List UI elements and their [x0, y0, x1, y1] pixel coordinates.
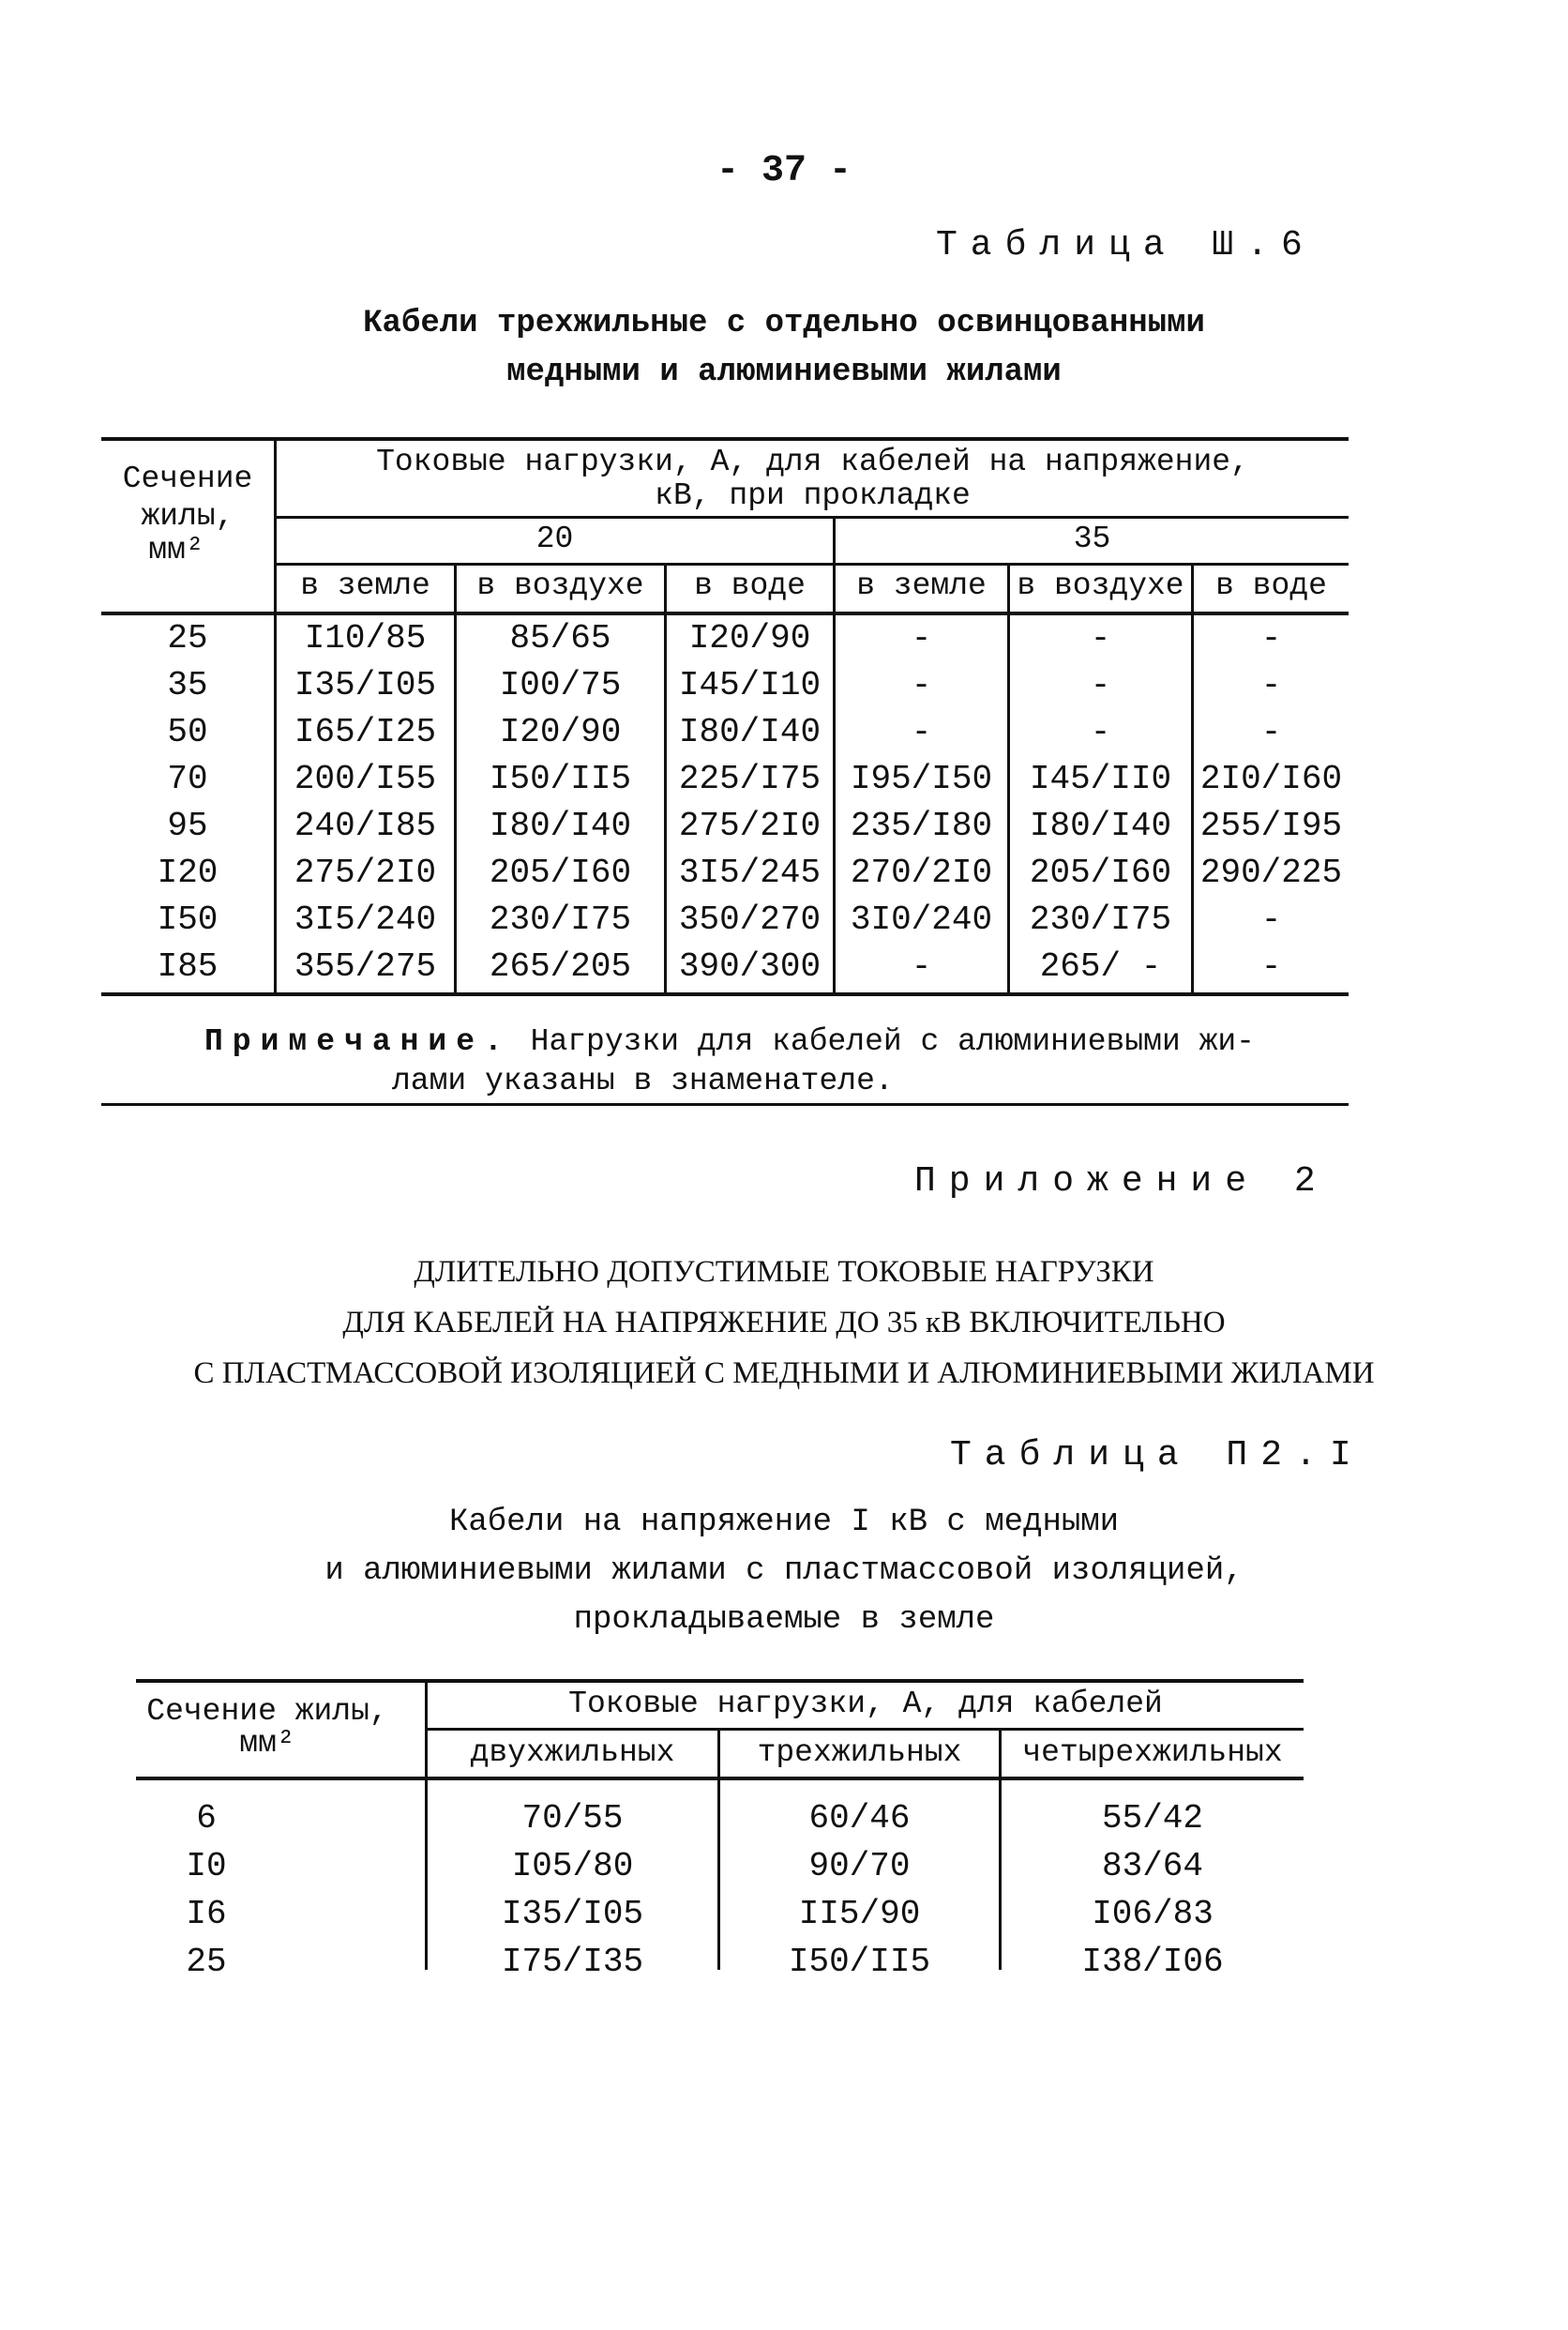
table1-value-cell: 205/I60	[489, 854, 632, 892]
table1-value-cell: 265/205	[489, 947, 632, 986]
table1-value-cell: 3I0/240	[850, 900, 993, 939]
table1-note	[204, 1022, 1358, 1101]
table2-caption-line2: и алюминиевыми жилами с пластмассовой изоляцией,	[324, 1553, 1244, 1589]
table2-value-cell: I50/II5	[788, 1943, 931, 1981]
appendix-title-line2: ДЛЯ КАБЕЛЕЙ НА НАПРЯЖЕНИЕ ДО 35 кВ ВКЛЮЧИТЕЛЬНО	[342, 1306, 1226, 1339]
table2-caption-line1: Кабели на напряжение I кВ с медными	[448, 1505, 1120, 1540]
table2-section-cell: 6	[196, 1799, 217, 1838]
table1-value-cell: I80/I40	[1029, 807, 1172, 845]
table2-value-cell: 83/64	[1101, 1847, 1204, 1885]
table1-value-cell: 2I0/I60	[1199, 760, 1343, 798]
table1-voltage-rule	[274, 516, 1349, 519]
table1	[0, 0, 1568, 1126]
table1-section-cell: I20	[157, 854, 219, 892]
table2-value-cell: 60/46	[808, 1799, 911, 1838]
table1-label: Таблица Ш.6	[936, 225, 1316, 265]
table1-value-cell: I00/75	[499, 666, 622, 704]
note-text-line2: лами указаны в знаменателе.	[392, 1064, 894, 1098]
table2-section-cell: I6	[186, 1895, 227, 1933]
table1-bottom-rule	[101, 992, 1349, 996]
table2-value-cell: I35/I05	[501, 1895, 644, 1933]
appendix-title-line1: ДЛИТЕЛЬНО ДОПУСТИМЫЕ ТОКОВЫЕ НАГРУЗКИ	[414, 1255, 1154, 1289]
table1-sub-header: в воде	[1215, 568, 1327, 603]
table1-value-cell: -	[1260, 947, 1282, 986]
table2-value-cell: I38/I06	[1081, 1943, 1224, 1981]
note-text-line1: Нагрузки для кабелей с алюминиевыми жи-	[511, 1024, 1255, 1059]
table2-subhead-rule	[427, 1728, 1304, 1731]
table2-vrule	[717, 1728, 720, 1970]
table2-header-bottom-rule	[136, 1777, 1304, 1780]
table2-col0-header-line2: мм²	[239, 1726, 295, 1761]
table2-sub-header: двухжильных	[470, 1735, 675, 1770]
table2-label: Таблица П2.I	[950, 1435, 1364, 1475]
table1-subhead-rule	[274, 563, 1349, 566]
table1-value-cell: -	[1090, 666, 1111, 704]
table1-col0-header-line2: жилы,	[141, 499, 234, 534]
table1-col0-header-line1: Сечение	[122, 461, 253, 496]
table2-top-rule	[136, 1679, 1304, 1683]
table1-value-cell: 350/270	[678, 900, 822, 939]
appendix-label: Приложение 2	[914, 1161, 1329, 1202]
page-number: - 37 -	[716, 150, 852, 192]
table2-section-cell: 25	[186, 1943, 227, 1981]
table1-caption-line2: медными и алюминиевыми жилами	[506, 355, 1062, 390]
table1-value-cell: 255/I95	[1199, 807, 1343, 845]
table1-value-cell: I10/85	[304, 619, 427, 658]
table1-value-cell: -	[1260, 713, 1282, 751]
table1-value-cell: -	[911, 619, 932, 658]
table1-value-cell: I80/I40	[678, 713, 822, 751]
table1-value-cell: I80/I40	[489, 807, 632, 845]
table1-group-header-line1: Токовые нагрузки, А, для кабелей на напряжение,	[376, 445, 1249, 479]
table1-section-cell: 50	[167, 713, 208, 751]
table1-caption-line1: Кабели трехжильные с отдельно освинцованными	[363, 306, 1205, 341]
note-bottom-rule	[101, 1103, 1349, 1106]
table1-value-cell: I35/I05	[294, 666, 437, 704]
table1-section-cell: 70	[167, 760, 208, 798]
table1-value-cell: -	[911, 947, 932, 986]
table1-value-cell: 240/I85	[294, 807, 437, 845]
table2-value-cell: 70/55	[521, 1799, 624, 1838]
table2-caption-line3: прокладываемые в земле	[573, 1602, 995, 1638]
table1-top-rule	[101, 437, 1349, 441]
table1-col0-header-line3: мм²	[148, 533, 204, 567]
table1-value-cell: I50/II5	[489, 760, 632, 798]
table1-value-cell: 230/I75	[489, 900, 632, 939]
table1-sub-header: в воздухе	[1017, 568, 1184, 603]
table1-value-cell: I45/II0	[1029, 760, 1172, 798]
table1-sub-header: в земле	[856, 568, 987, 603]
table1-voltage-35: 35	[1073, 522, 1111, 556]
table1-value-cell: I95/I50	[850, 760, 993, 798]
table1-value-cell: I45/I10	[678, 666, 822, 704]
table1-value-cell: 265/ -	[1039, 947, 1162, 986]
table2-vrule	[999, 1728, 1002, 1970]
table1-sub-header: в земле	[300, 568, 430, 603]
table1-value-cell: -	[1090, 619, 1111, 658]
table1-section-cell: 25	[167, 619, 208, 658]
table1-value-cell: -	[911, 713, 932, 751]
table1-sub-header: в воздухе	[476, 568, 644, 603]
table1-value-cell: 205/I60	[1029, 854, 1172, 892]
table1-sub-header: в воде	[694, 568, 806, 603]
table2-value-cell: II5/90	[798, 1895, 921, 1933]
table1-value-cell: I65/I25	[294, 713, 437, 751]
table1-section-cell: I85	[157, 947, 219, 986]
table1-value-cell: I20/90	[499, 713, 622, 751]
table1-value-cell: 275/2I0	[678, 807, 822, 845]
table1-value-cell: 355/275	[294, 947, 437, 986]
table2-value-cell: I05/80	[511, 1847, 634, 1885]
table2-vrule	[425, 1679, 428, 1970]
table1-value-cell: I20/90	[688, 619, 811, 658]
table1-value-cell: 200/I55	[294, 760, 437, 798]
note-label: Примечание.	[204, 1024, 512, 1059]
table2-section-cell: I0	[186, 1847, 227, 1885]
table1-value-cell: 275/2I0	[294, 854, 437, 892]
table1-group-header-line2: кВ, при прокладке	[655, 478, 971, 513]
table1-section-cell: 35	[167, 666, 208, 704]
table2-sub-header: четырехжильных	[1022, 1735, 1283, 1770]
table2-col0-header-line1: Сечение жилы,	[146, 1694, 388, 1729]
table1-voltage-20: 20	[535, 522, 574, 556]
table2-value-cell: 90/70	[808, 1847, 911, 1885]
table1-value-cell: 235/I80	[850, 807, 993, 845]
table1-value-cell: 390/300	[678, 947, 822, 986]
table1-value-cell: 270/2I0	[850, 854, 993, 892]
table1-value-cell: -	[1090, 713, 1111, 751]
table1-value-cell: -	[911, 666, 932, 704]
table1-value-cell: 230/I75	[1029, 900, 1172, 939]
appendix-title-line3: С ПЛАСТМАССОВОЙ ИЗОЛЯЦИЕЙ С МЕДНЫМИ И АЛЮМИНИЕВЫМИ ЖИЛАМИ	[193, 1356, 1375, 1390]
table1-header-bottom-rule	[101, 612, 1349, 615]
table1-value-cell: -	[1260, 666, 1282, 704]
table2-value-cell: 55/42	[1101, 1799, 1204, 1838]
table1-value-cell: 85/65	[509, 619, 611, 658]
table1-value-cell: -	[1260, 900, 1282, 939]
table2-value-cell: I75/I35	[501, 1943, 644, 1981]
table1-section-cell: 95	[167, 807, 208, 845]
table2-sub-header: трехжильных	[757, 1735, 962, 1770]
table1-value-cell: -	[1260, 619, 1282, 658]
table1-value-cell: 3I5/240	[294, 900, 437, 939]
table1-section-cell: I50	[157, 900, 219, 939]
table1-value-cell: 225/I75	[678, 760, 822, 798]
table2-value-cell: I06/83	[1092, 1895, 1214, 1933]
table1-value-cell: 290/225	[1199, 854, 1343, 892]
table2-group-header: Токовые нагрузки, А, для кабелей	[568, 1687, 1163, 1721]
table1-value-cell: 3I5/245	[678, 854, 822, 892]
